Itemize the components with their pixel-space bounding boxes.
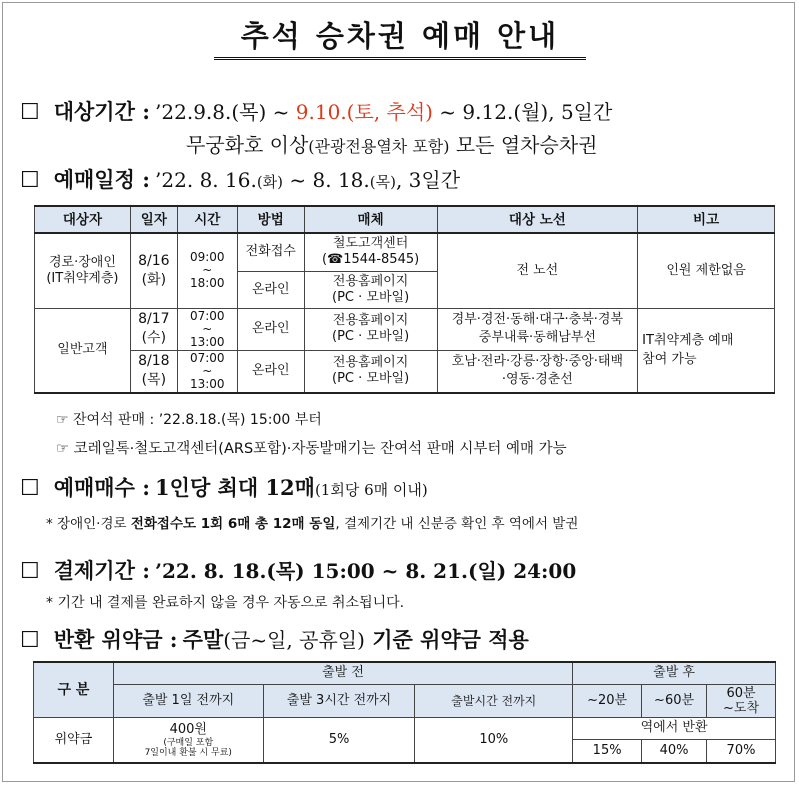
route-cell: 호남·전라·강릉·장항·중앙·태백 ·영동·경춘선 — [437, 350, 638, 393]
table-header-row — [34, 662, 776, 684]
media-cell: 전용홈페이지 (PC · 모바일) — [304, 350, 437, 393]
fee-3hours-cell: 5% — [263, 717, 415, 763]
station-refund-cell: 역에서 반환 — [573, 717, 776, 739]
before-departure-header: 출발시간 전까지 — [415, 684, 573, 717]
method-cell: 온라인 — [237, 308, 304, 350]
checkbox-icon: ☐ — [20, 168, 40, 193]
table-header: 시간 — [177, 206, 237, 233]
checkbox-icon: ☐ — [20, 476, 40, 501]
table-row — [35, 233, 775, 271]
target-cell: 일반고객 — [35, 308, 131, 393]
date-cell: 8/17 (수) — [130, 308, 177, 350]
kiosk-note: ☞ 코레일톡·철도고객센터(ARS포함)·자동발매기는 잔여석 판매 시부터 예매 가능 — [56, 441, 567, 457]
period-line — [20, 96, 612, 126]
schedule-end-day: (목) — [369, 173, 396, 191]
remaining-seat-note: ☞ 잔여석 판매 : ’22.8.18.(목) 15:00 부터 — [56, 412, 322, 428]
period-date-end: ~ 9.12.(월), 5일간 — [432, 100, 613, 124]
payment-note: * 기간 내 결제를 완료하지 않을 경우 자동으로 취소됩니다. — [46, 595, 405, 611]
table-row — [34, 717, 776, 739]
payment-value: ’22. 8. 18.(목) 15:00 ~ 8. 21.(일) 24:00 — [155, 559, 577, 583]
before-header: 출발 전 — [113, 662, 572, 684]
date-cell: 8/16 (화) — [130, 233, 177, 308]
refund-apply: 기준 위약금 적용 — [364, 627, 529, 652]
fee-departure-cell: 10% — [415, 717, 573, 763]
period-line2 — [186, 129, 597, 158]
table-header: 일자 — [130, 206, 177, 233]
refund-line — [20, 624, 529, 654]
fee-arrival-cell: 70% — [707, 739, 776, 763]
target-cell: 경로·장애인 (IT취약계층) — [35, 233, 131, 308]
after-20min-header: ~20분 — [573, 684, 642, 717]
fee-row-label: 위약금 — [34, 717, 114, 763]
count-note: * 장애인·경로 전화접수도 1회 6매 총 12매 동일, 결제기간 내 신분증 확인 후 역에서 발권 — [46, 516, 579, 532]
refund-weekend: 주말 — [182, 627, 224, 652]
payment-label: 결제기간 : — [53, 558, 150, 583]
table-header-row — [35, 206, 775, 233]
table-header: 비고 — [638, 206, 775, 233]
period-train-rest: 모든 열차승차권 — [449, 133, 598, 157]
fee-20min-cell: 15% — [573, 739, 642, 763]
checkbox-icon: ☐ — [20, 559, 40, 584]
time-cell: 07:00 ~ 13:00 — [177, 308, 237, 350]
payment-line — [20, 555, 576, 585]
media-cell: 전용홈페이지 (PC · 모바일) — [304, 308, 437, 350]
after-arrival-header: 60분 ~도착 — [707, 684, 776, 717]
schedule-line — [20, 164, 460, 194]
media-cell: 철도고객센터 (☎1544-8545) — [304, 233, 437, 271]
refund-table — [33, 661, 776, 764]
media-cell: 전용홈페이지 (PC · 모바일) — [304, 271, 437, 308]
fee-60min-cell: 40% — [642, 739, 707, 763]
method-cell: 온라인 — [237, 350, 304, 393]
date-cell: 8/18 (목) — [130, 350, 177, 393]
schedule-end: ~ 8. 18. — [283, 168, 370, 192]
period-date-holiday: 9.10.(토, 추석) — [295, 100, 433, 124]
count-line — [20, 472, 428, 502]
schedule-duration: , 3일간 — [395, 168, 461, 192]
period-train-class: 무궁화호 이상 — [186, 133, 309, 157]
page-title: 추석 승차권 예매 안내 — [214, 14, 586, 60]
before-1day-header: 출발 1일 전까지 — [113, 684, 263, 717]
method-cell: 전화접수 — [237, 233, 304, 271]
table-row — [35, 308, 775, 350]
period-label: 대상기간 : — [53, 99, 150, 124]
after-header: 출발 후 — [573, 662, 776, 684]
note-cell: 인원 제한없음 — [638, 233, 775, 308]
count-label: 예매매수 : — [53, 475, 150, 500]
table-header: 매체 — [304, 206, 437, 233]
route-cell: 경부·경전·동해·대구·충북·경북 중부내륙·동해남부선 — [437, 308, 638, 350]
table-header: 방법 — [237, 206, 304, 233]
refund-label: 반환 위약금 : — [53, 627, 178, 652]
period-train-sub: (관광전용열차 포함) — [308, 137, 450, 156]
category-header: 구 분 — [34, 662, 114, 717]
time-cell: 07:00 ~ 13:00 — [177, 350, 237, 393]
count-value: 1인당 최대 12매 — [155, 475, 315, 500]
after-60min-header: ~60분 — [642, 684, 707, 717]
schedule-table — [34, 205, 775, 394]
schedule-start-day: (화) — [256, 173, 284, 191]
table-header: 대상자 — [35, 206, 131, 233]
checkbox-icon: ☐ — [20, 628, 40, 653]
table-header-row — [34, 684, 776, 717]
period-date-start: ’22.9.8.(목) ~ — [155, 100, 296, 124]
count-sub: (1회당 6매 이내) — [314, 481, 428, 499]
time-cell: 09:00 ~ 18:00 — [177, 233, 237, 308]
method-cell: 온라인 — [237, 271, 304, 308]
schedule-label: 예매일정 : — [53, 167, 150, 192]
refund-days: (금~일, 공휴일) — [223, 628, 365, 652]
note-cell: IT취약계층 예매 참여 가능 — [638, 308, 775, 393]
checkbox-icon: ☐ — [20, 100, 40, 125]
route-cell: 전 노선 — [437, 233, 638, 308]
before-3hours-header: 출발 3시간 전까지 — [263, 684, 415, 717]
schedule-start: ’22. 8. 16. — [155, 168, 257, 192]
fee-1day-cell: 400원 (구매일 포함 7일이내 환불 시 무료) — [113, 717, 263, 763]
table-header: 대상 노선 — [437, 206, 638, 233]
